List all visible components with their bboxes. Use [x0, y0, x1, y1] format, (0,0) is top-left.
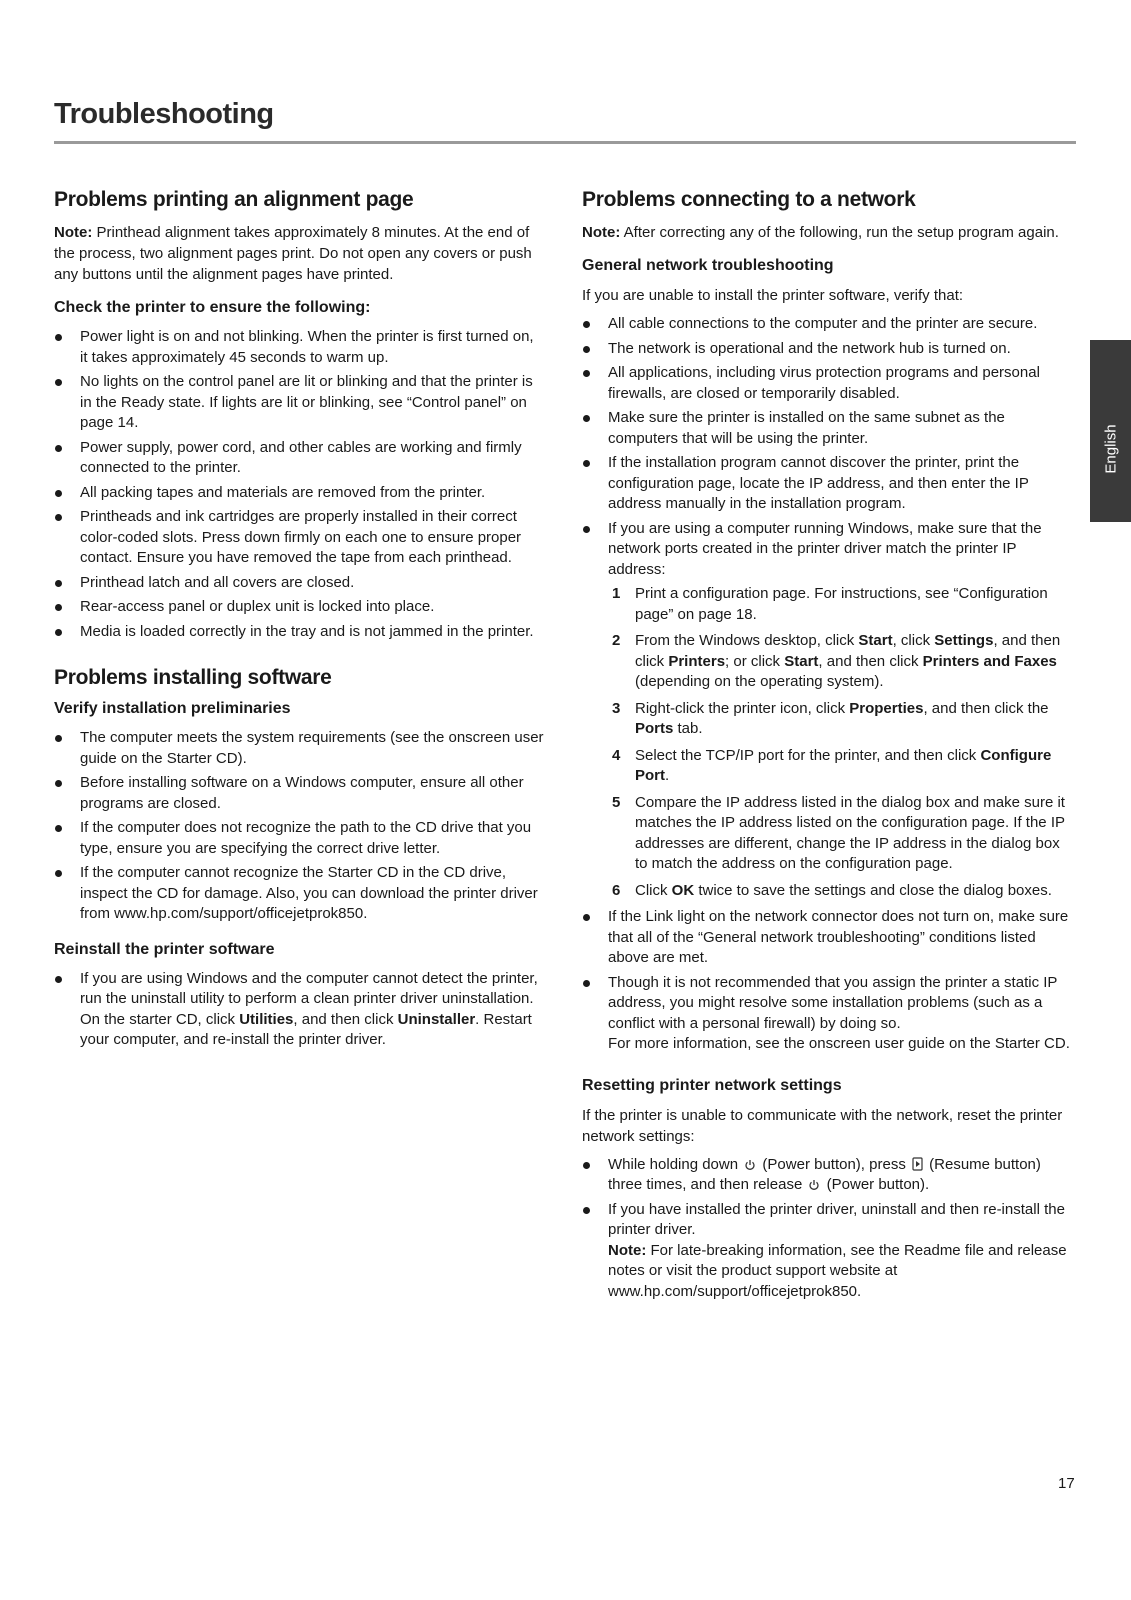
resume-button-icon — [912, 1157, 923, 1171]
page-title: Troubleshooting — [54, 98, 274, 130]
windows-steps — [608, 584, 1076, 901]
bold-term: Start — [858, 632, 893, 649]
note-label: Note: — [54, 224, 93, 241]
text-run: For more information, see the onscreen user guide on the Starter CD. — [608, 1035, 1070, 1052]
list-item: The computer meets the system requirements (see the onscreen user guide on the Starter CD). — [54, 728, 544, 769]
reset-heading: Resetting printer network settings — [582, 1076, 842, 1094]
list-item: If the computer cannot recognize the Starter CD in the CD drive, inspect the CD for damage. Also, you can download the printer driver from www.hp.com/support/officejetprok850. — [54, 863, 544, 925]
text-run: , and then click — [293, 1010, 398, 1028]
bold-term: Start — [784, 652, 819, 670]
list-item: Make sure the printer is installed on the same subnet as the computers that will be using the printer. — [582, 408, 1076, 449]
text-run: (depending on the operating system). — [635, 673, 884, 690]
step-item — [608, 584, 1076, 625]
check-heading: Check the printer to ensure the following: — [54, 299, 371, 316]
reinstall-list — [54, 969, 544, 1051]
step-number: 1 — [612, 585, 621, 602]
step-number: 4 — [612, 746, 621, 764]
text-run: ; or click — [725, 652, 785, 670]
list-item: All cable connections to the computer and the printer are secure. — [582, 314, 1076, 335]
verify-heading: Verify installation preliminaries — [54, 700, 291, 717]
installing-heading: Problems installing software — [54, 666, 332, 689]
step-number: 3 — [612, 699, 621, 717]
text-run: From the Windows desktop, click — [635, 632, 859, 649]
text-run: (Resume button) three times, and then release — [608, 1155, 1041, 1193]
general-network-heading: General network troubleshooting — [582, 257, 834, 274]
utilities-label: Utilities — [239, 1010, 294, 1028]
alignment-note — [54, 222, 544, 285]
network-note — [582, 222, 1076, 243]
general-intro: If you are unable to install the printer software, verify that: — [582, 287, 964, 304]
step-number: 5 — [612, 793, 621, 811]
reset-intro: If the printer is unable to communicate with the network, reset the printer network settings: — [582, 1106, 1063, 1145]
step-item — [608, 746, 1076, 787]
left-column — [54, 188, 544, 1067]
step-number: 6 — [612, 881, 621, 899]
text-run: , click — [892, 632, 935, 649]
text-run: twice to save the settings and close the dialog boxes. — [694, 881, 1052, 899]
list-item — [582, 1200, 1076, 1303]
alignment-heading: Problems printing an alignment page — [54, 188, 414, 211]
text-run: , and then click — [635, 632, 1061, 670]
text-run: While holding down — [608, 1155, 739, 1173]
list-item — [582, 1155, 1076, 1196]
text-run: (Power button). — [826, 1176, 930, 1193]
note-label: Note: — [582, 224, 621, 241]
step-number: 2 — [612, 632, 621, 649]
list-item: If the Link light on the network connector does not turn on, make sure that all of the “General network troubleshooting” conditions listed above are met. — [582, 907, 1076, 969]
step-item — [608, 631, 1076, 693]
bold-term: Printers — [668, 652, 726, 670]
list-item: Printhead latch and all covers are closed. — [54, 573, 544, 594]
list-item: The network is operational and the network hub is turned on. — [582, 339, 1076, 360]
list-item — [54, 969, 544, 1051]
list-item — [582, 519, 1076, 902]
bold-term: OK — [671, 881, 695, 899]
list-item: Printheads and ink cartridges are properly installed in their correct color-coded slots. Press down firmly on each one to ensure proper contact. Ensure you have removed the tape from each printhead. — [54, 507, 544, 569]
text-run: If you are using a computer running Windows, make sure that the network ports created in the printer driver match the printer IP address: — [608, 519, 1042, 578]
text-run: tab. — [673, 720, 703, 737]
text-run: Right-click the printer icon, click — [635, 699, 850, 717]
reset-list — [582, 1155, 1076, 1303]
note-text: Printhead alignment takes approximately 8 minutes. At the end of the process, two alignment pages print. Do not open any covers or push any buttons until the alignment pages have printed. — [54, 224, 532, 283]
text-run: Click — [635, 881, 672, 899]
bold-term: Ports — [635, 720, 674, 737]
text-run: Print a configuration page. For instructions, see “Configuration page” on page 18. — [635, 585, 1048, 623]
text-run: Select the TCP/IP port for the printer, and then click — [635, 746, 981, 764]
list-item — [582, 973, 1076, 1055]
list-item: Power light is on and not blinking. When the printer is first turned on, it takes approximately 45 seconds to warm up. — [54, 327, 544, 368]
bold-term: Printers and Faxes — [922, 652, 1057, 670]
text-run: If you have installed the printer driver, uninstall and then re-install the printer driver. — [608, 1200, 1065, 1238]
list-item: No lights on the control panel are lit or blinking and that the printer is in the Ready state. If lights are lit or blinking, see “Control panel” on page 14. — [54, 372, 544, 434]
language-label: English — [1102, 424, 1119, 474]
list-item: Before installing software on a Windows computer, ensure all other programs are closed. — [54, 773, 544, 814]
step-item — [608, 793, 1076, 875]
text-run: If you are using Windows and the computer cannot detect the printer, run the uninstall utility to perform a clean printer driver uninstallation. On the starter CD, click — [80, 969, 538, 1028]
page-number: 17 — [1058, 1475, 1075, 1492]
text-run: Compare the IP address listed in the dialog box and make sure it matches the IP address listed on the configuration page. If the IP addresses are different, change the IP address in the dialog box to match the address on the configuration page. — [635, 793, 1065, 872]
bold-term: Properties — [849, 699, 924, 717]
text-run: . — [665, 767, 670, 784]
reinstall-heading: Reinstall the printer software — [54, 940, 275, 958]
power-button-icon — [744, 1159, 756, 1171]
bold-term: Settings — [934, 632, 994, 649]
alignment-check-list — [54, 327, 544, 642]
list-item: If the computer does not recognize the path to the CD drive that you type, ensure you are specifying the correct drive letter. — [54, 818, 544, 859]
bold-term: Configure Port — [635, 746, 1052, 784]
network-heading: Problems connecting to a network — [582, 188, 916, 211]
text-run: . Restart your computer, and re-install the printer driver. — [80, 1010, 532, 1048]
uninstaller-label: Uninstaller — [397, 1010, 476, 1028]
list-item: Media is loaded correctly in the tray and is not jammed in the printer. — [54, 622, 544, 643]
title-divider — [54, 141, 1076, 144]
note-text: After correcting any of the following, run the setup program again. — [620, 224, 1059, 241]
power-button-icon — [808, 1179, 820, 1191]
network-check-list — [582, 314, 1076, 1055]
step-item — [608, 699, 1076, 740]
list-item: All applications, including virus protection programs and personal firewalls, are closed or temporarily disabled. — [582, 363, 1076, 404]
step-item — [608, 881, 1076, 902]
language-tab — [1090, 340, 1131, 522]
text-run: Though it is not recommended that you assign the printer a static IP address, you might resolve some installation problems (such as a conflict with a personal firewall) by doing so. — [608, 973, 1058, 1032]
right-column — [582, 188, 1076, 1318]
note-text: For late-breaking information, see the Readme file and release notes or visit the product support website at www.hp.com/support/officejetprok850. — [608, 1241, 1067, 1300]
list-item: All packing tapes and materials are removed from the printer. — [54, 483, 544, 504]
verify-list — [54, 728, 544, 925]
note-label: Note: — [608, 1241, 647, 1259]
list-item: Power supply, power cord, and other cables are working and firmly connected to the printer. — [54, 438, 544, 479]
list-item: Rear-access panel or duplex unit is locked into place. — [54, 597, 544, 618]
text-run: , and then click the — [923, 699, 1049, 717]
list-item: If the installation program cannot discover the printer, print the configuration page, locate the IP address, and then enter the IP address manually in the installation program. — [582, 453, 1076, 515]
text-run: (Power button), press — [762, 1155, 906, 1173]
text-run: , and then click — [818, 652, 923, 670]
